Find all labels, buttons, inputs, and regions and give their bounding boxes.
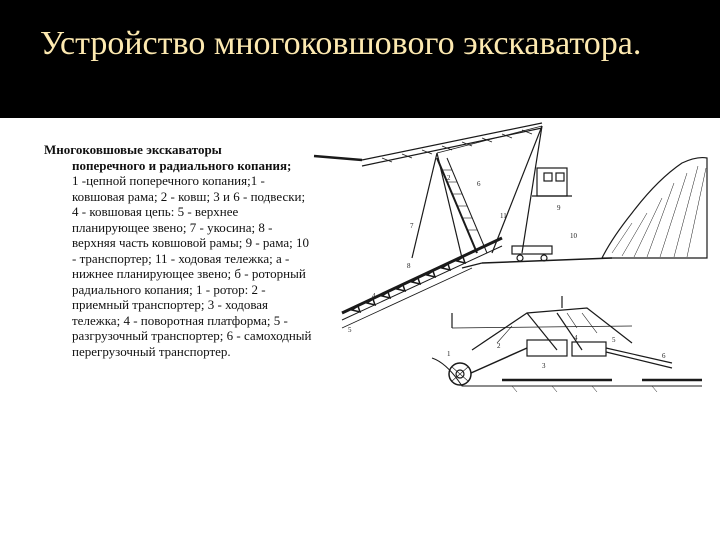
excavator-diagram — [312, 118, 712, 400]
svg-text:2: 2 — [497, 342, 501, 350]
svg-text:10: 10 — [570, 232, 577, 240]
svg-text:7: 7 — [410, 222, 414, 230]
title-bar — [0, 0, 720, 118]
legend-body: 1 -цепной поперечного копания;1 - ковшовая рама; 2 - ковш; 3 и 6 - подвески; 4 - ковшовая цепь: 5 - верхнее планирующее звено; 7 - укосина; 8 - верхняя часть ковшовой рамы; 9 - рама; 10 - транспортер; 11 - ходовая тележка; а - нижнее планирующее звено; б - роторный радиального копания; 1 - ротор: 2 - приемный транспортер; 3 - ходовая тележка; 4 - поворотная платформа; 5 - разгрузочный транспортер; 6 - самоходный перегрузочный транспортер. — [72, 173, 312, 359]
lead-rest: поперечного и радиального копания; — [72, 157, 292, 173]
lead-line: Многоковшовые экскаваторы — [44, 142, 222, 157]
excavator-drawing — [312, 118, 712, 400]
svg-text:9: 9 — [557, 204, 561, 212]
svg-text:11: 11 — [500, 212, 507, 220]
description-text — [44, 142, 312, 359]
svg-text:6: 6 — [662, 352, 666, 360]
svg-text:2: 2 — [447, 174, 451, 182]
svg-text:5: 5 — [348, 326, 352, 334]
svg-text:3: 3 — [542, 362, 546, 370]
svg-text:6: 6 — [477, 180, 481, 188]
svg-text:8: 8 — [407, 262, 411, 270]
svg-text:5: 5 — [612, 336, 616, 344]
svg-text:1: 1 — [447, 350, 451, 358]
svg-text:4: 4 — [574, 334, 578, 342]
svg-text:4: 4 — [372, 292, 376, 300]
slide-title: Устройство многоковшового экскаватора. — [40, 25, 642, 62]
